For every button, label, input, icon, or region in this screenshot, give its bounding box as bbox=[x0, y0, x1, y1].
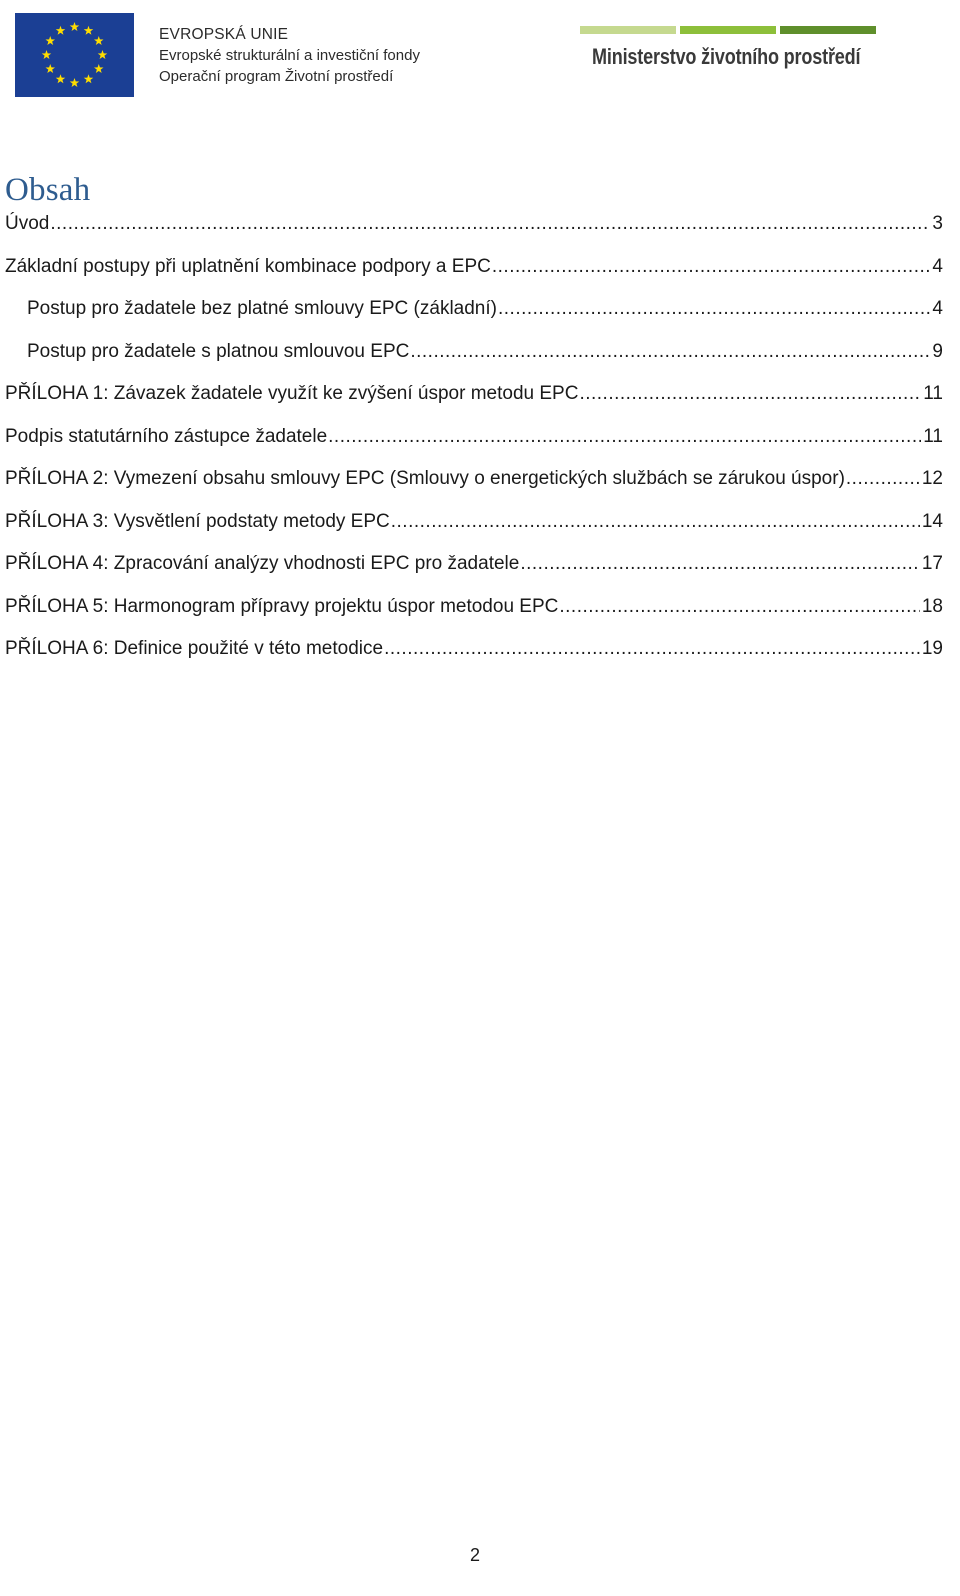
page-number: 2 bbox=[469, 1545, 480, 1565]
toc-entry-label[interactable]: Podpis statutárního zástupce žadatele bbox=[5, 425, 328, 447]
eu-text-block bbox=[159, 24, 459, 87]
toc-entry-page[interactable]: 18 bbox=[921, 595, 943, 617]
eu-program-line: Operační program Životní prostředí bbox=[159, 68, 394, 85]
toc-entry-page[interactable]: 11 bbox=[923, 383, 943, 404]
toc-entry-page[interactable]: 4 bbox=[932, 255, 943, 277]
toc-entry-page[interactable]: 11 bbox=[923, 425, 943, 447]
toc-entry[interactable] bbox=[5, 383, 943, 426]
ministry-bar-mid bbox=[680, 26, 776, 34]
eu-flag-icon bbox=[15, 13, 134, 97]
toc-entry[interactable] bbox=[5, 511, 943, 554]
ministry-name: Ministerstvo životního prostředí bbox=[592, 44, 861, 69]
document-header bbox=[0, 0, 960, 110]
toc-entry[interactable] bbox=[5, 638, 943, 681]
toc-entry-label[interactable]: Postup pro žadatele bez platné smlouvy EPC (základní) bbox=[27, 298, 497, 319]
toc-entry-page[interactable]: 14 bbox=[921, 510, 943, 532]
toc-leader-dots bbox=[391, 511, 920, 533]
toc-entry[interactable] bbox=[5, 596, 943, 639]
ministry-bar-light bbox=[580, 26, 676, 34]
toc-entry-label[interactable]: PŘÍLOHA 2: Vymezení obsahu smlouvy EPC (Smlouvy o energetických službách se zárukou úspor) bbox=[5, 468, 845, 489]
toc-title: Obsah bbox=[5, 172, 91, 208]
toc-entry[interactable] bbox=[5, 256, 943, 299]
toc-leader-dots bbox=[492, 256, 931, 278]
ministry-color-bars bbox=[580, 26, 890, 34]
table-of-contents bbox=[5, 213, 943, 681]
toc-leader-dots bbox=[559, 596, 920, 618]
toc-entry-page[interactable]: 12 bbox=[921, 468, 943, 489]
toc-entry-label[interactable]: PŘÍLOHA 5: Harmonogram přípravy projektu úspor metodou EPC bbox=[5, 595, 559, 617]
toc-entry[interactable] bbox=[5, 298, 943, 341]
toc-leader-dots bbox=[384, 638, 920, 660]
toc-entry-label[interactable]: PŘÍLOHA 1: Závazek žadatele využít ke zvýšení úspor metodu EPC bbox=[5, 383, 579, 404]
toc-entry[interactable] bbox=[5, 213, 943, 256]
toc-entry-page[interactable]: 17 bbox=[921, 553, 943, 574]
ministry-bar-dark bbox=[780, 26, 876, 34]
toc-leader-dots bbox=[846, 468, 920, 490]
eu-funds-line: Evropské strukturální a investiční fondy bbox=[159, 47, 420, 64]
toc-entry-label[interactable]: PŘÍLOHA 6: Definice použité v této metodice bbox=[5, 638, 384, 659]
toc-leader-dots bbox=[50, 213, 930, 235]
toc-entry-page[interactable]: 4 bbox=[932, 298, 943, 319]
toc-leader-dots bbox=[328, 426, 921, 448]
toc-entry-label[interactable]: PŘÍLOHA 4: Zpracování analýzy vhodnosti EPC pro žadatele bbox=[5, 553, 520, 574]
eu-title: EVROPSKÁ UNIE bbox=[159, 26, 289, 43]
toc-leader-dots bbox=[498, 298, 930, 320]
toc-entry-page[interactable]: 19 bbox=[921, 638, 943, 659]
toc-leader-dots bbox=[410, 341, 930, 363]
toc-entry-label[interactable]: Úvod bbox=[5, 213, 50, 234]
toc-entry-label[interactable]: Základní postupy při uplatnění kombinace podpory a EPC bbox=[5, 255, 491, 277]
toc-entry-page[interactable]: 3 bbox=[932, 213, 943, 234]
toc-entry[interactable] bbox=[5, 553, 943, 596]
toc-entry[interactable] bbox=[5, 341, 943, 384]
toc-entry[interactable] bbox=[5, 426, 943, 469]
toc-entry-label[interactable]: PŘÍLOHA 3: Vysvětlení podstaty metody EPC bbox=[5, 510, 390, 532]
ministry-logo bbox=[580, 26, 890, 86]
toc-entry[interactable] bbox=[5, 468, 943, 511]
toc-entry-page[interactable]: 9 bbox=[932, 340, 943, 362]
toc-leader-dots bbox=[520, 553, 920, 575]
toc-leader-dots bbox=[579, 383, 921, 405]
toc-entry-label[interactable]: Postup pro žadatele s platnou smlouvou EPC bbox=[27, 340, 410, 362]
